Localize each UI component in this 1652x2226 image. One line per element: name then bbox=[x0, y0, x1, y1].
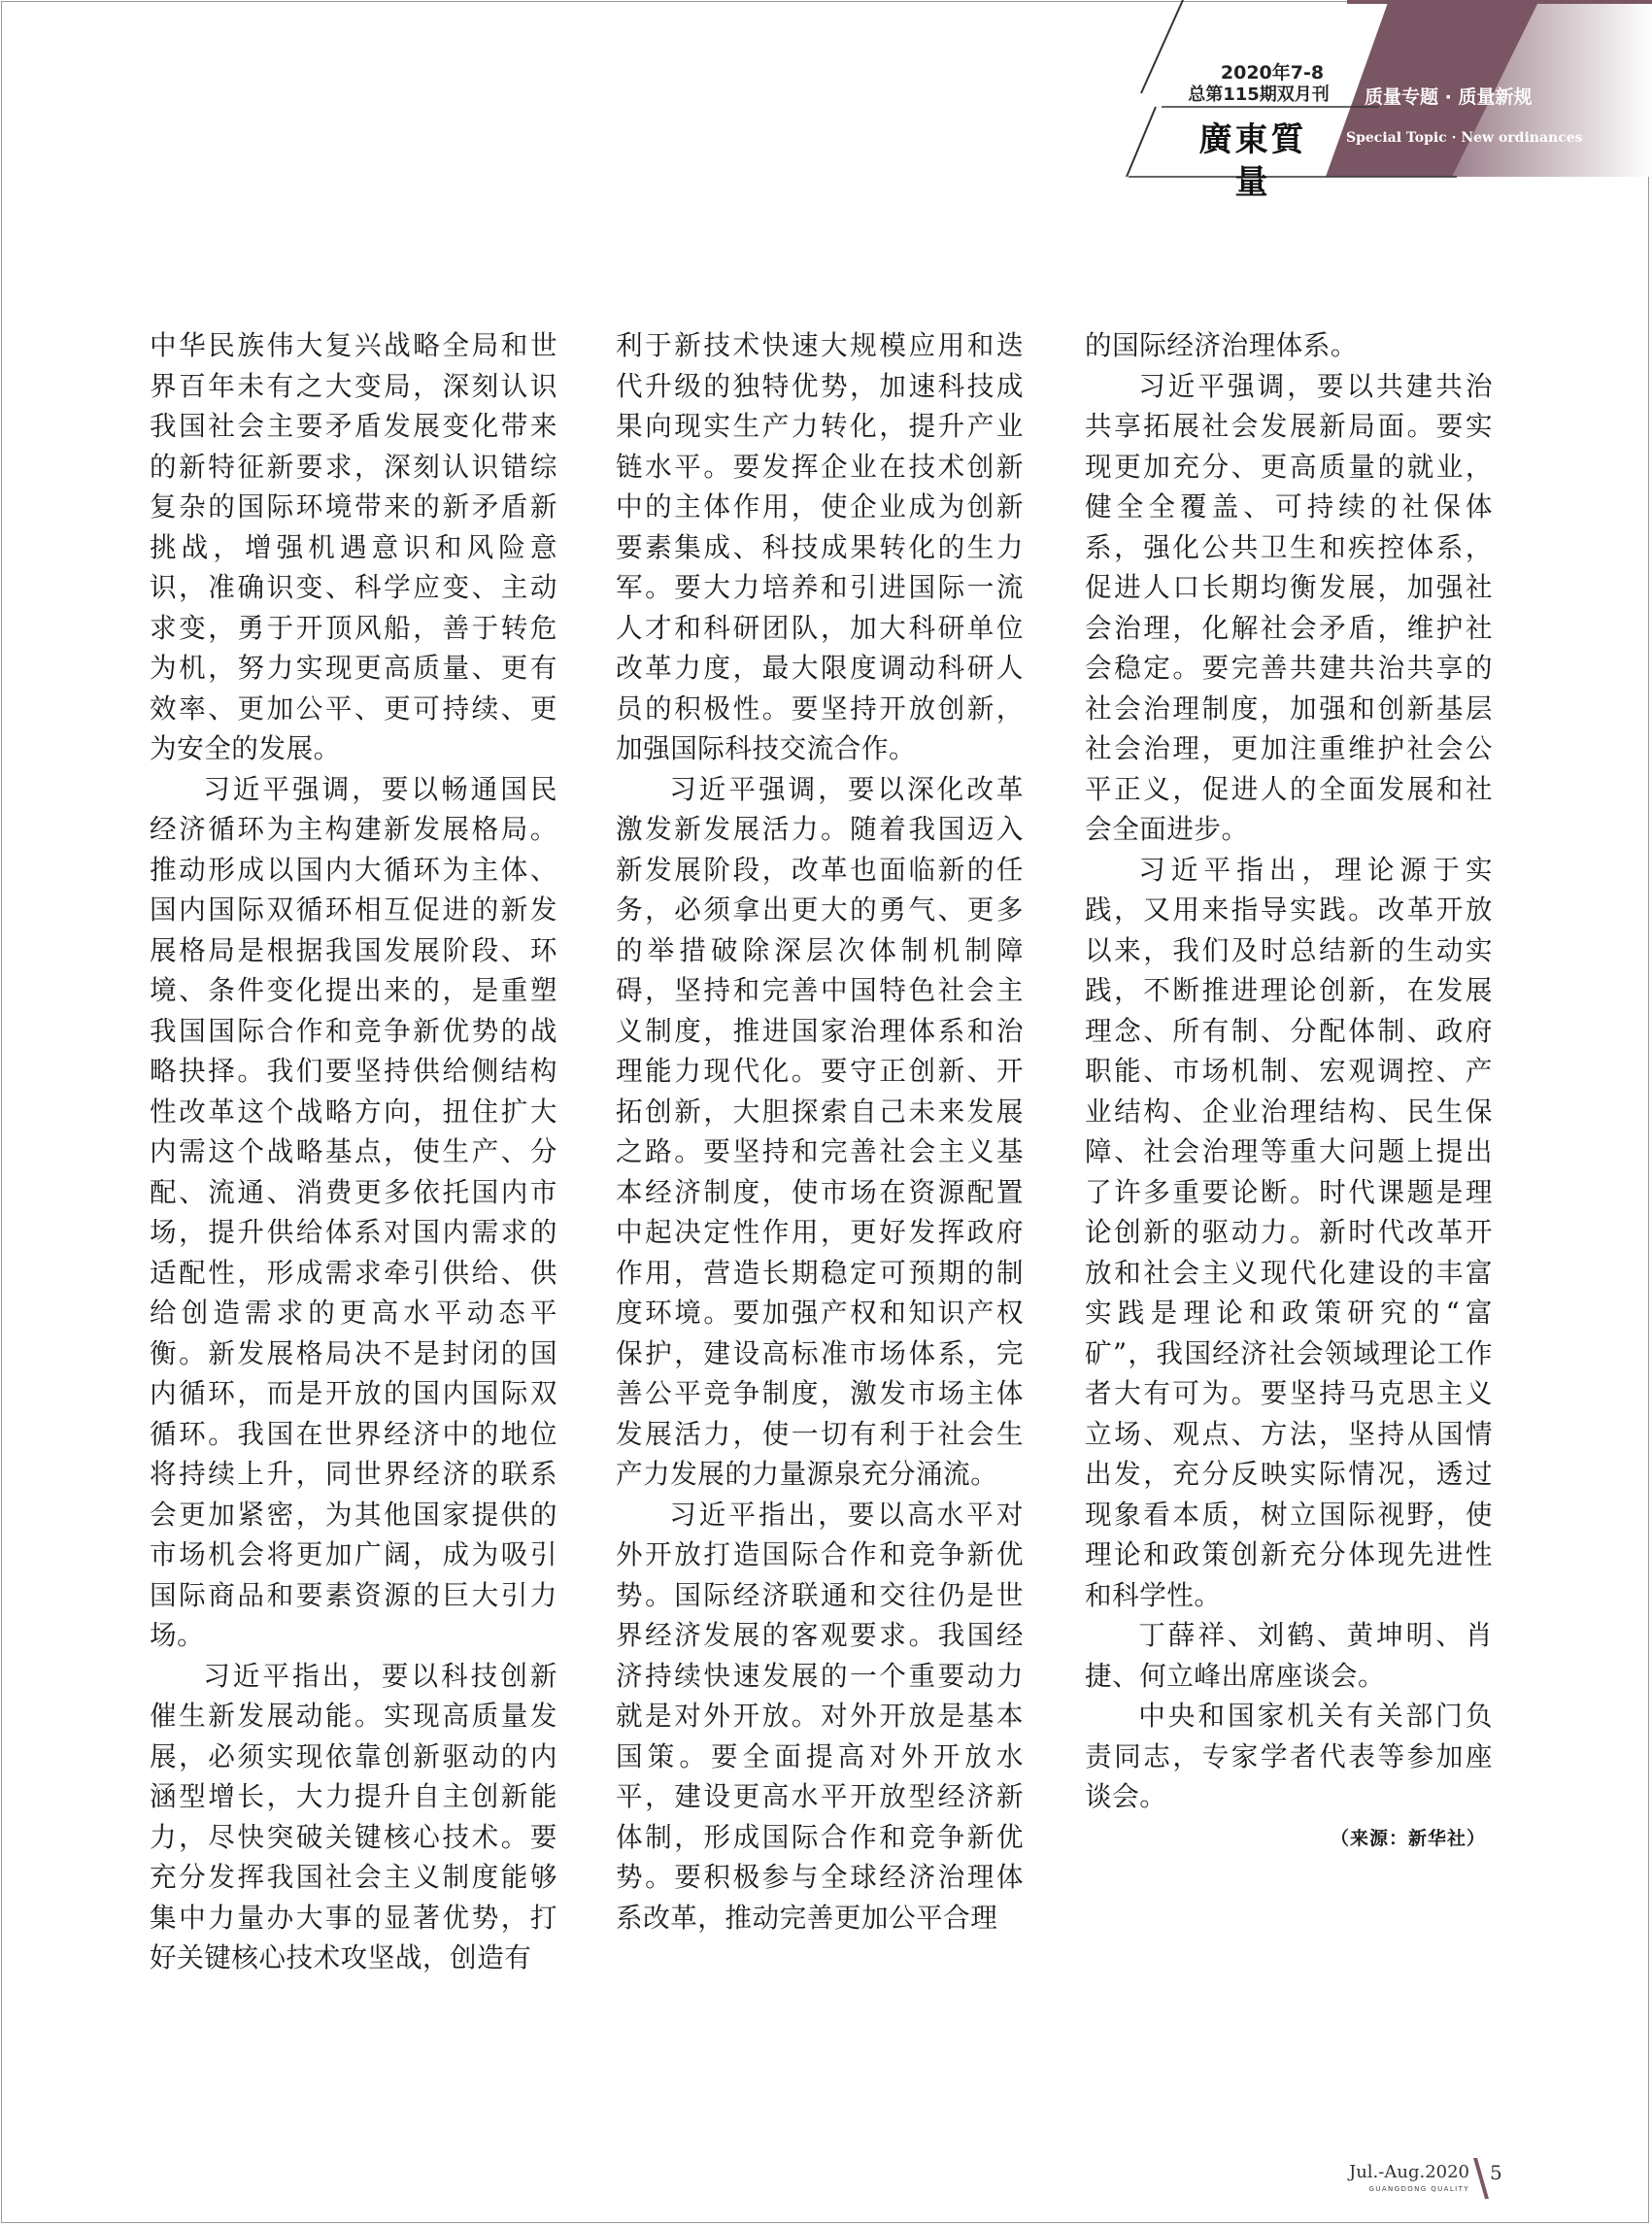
article-column-3 bbox=[1085, 325, 1493, 1817]
paragraph: 习近平强调，要以畅通国民经济循环为主构建新发展格局。推动形成以国内大循环为主体、国内国际双循环相互促进的新发展格局是根据我国发展阶段、环境、条件变化提出来的，是重塑我国国际合作和竞争新优势的战略抉择。我们要坚持供给侧结构性改革这个战略方向，扭住扩大内需这个战略基点，使生产、分配、流通、消费更多依托国内市场，提升供给体系对国内需求的适配性，形成需求牵引供给、供给创造需求的更高水平动态平衡。新发展格局决不是封闭的国内循环，而是开放的国内国际双循环。我国在世界经济中的地位将持续上升，同世界经济的联系会更加紧密，为其他国家提供的市场机会将更加广阔，成为吸引国际商品和要素资源的巨大引力场。 bbox=[150, 772, 557, 1651]
paragraph: 中华民族伟大复兴战略全局和世界百年未有之大变局，深刻认识我国社会主要矛盾发展变化带来的新特征新要求，深刻认识错综复杂的国际环境带来的新矛盾新挑战，增强机遇意识和风险意识，准确识变、科学应变、主动求变，勇于开顶风船，善于转危为机，努力实现更高质量、更有效率、更加公平、更可持续、更为安全的发展。 bbox=[150, 329, 557, 764]
section-title-en: Special Topic · New ordinances bbox=[1346, 130, 1583, 146]
paragraph: 利于新技术快速大规模应用和迭代升级的独特优势，加速科技成果向现实生产力转化，提升产业链水平。要发挥企业在技术创新中的主体作用，使企业成为创新要素集成、科技成果转化的生力军。要大力培养和引进国际一流人才和科研团队，加大科研单位改革力度，最大限度调动科研人员的积极性。要坚持开放创新，加强国际科技交流合作。 bbox=[616, 329, 1024, 764]
footer-date: Jul.-Aug.2020 bbox=[1348, 2162, 1469, 2182]
article-column-1 bbox=[150, 325, 557, 1978]
article-source: （来源：新华社） bbox=[1330, 1828, 1486, 1849]
section-title-cn: 质量专题 · 质量新规 bbox=[1365, 86, 1533, 108]
issue-date: 2020年7-8 bbox=[1220, 62, 1325, 84]
footer-publication: GUANGDONG QUALITY bbox=[1368, 2185, 1469, 2193]
article-column-2 bbox=[616, 325, 1024, 1938]
paragraph: 丁薛祥、刘鹤、黄坤明、肖捷、何立峰出席座谈会。 bbox=[1085, 1619, 1493, 1692]
masthead-logo: 廣東質量 bbox=[1198, 120, 1307, 202]
paragraph: 习近平强调，要以深化改革激发新发展活力。随着我国迈入新发展阶段，改革也面临新的任务，必须拿出更大的勇气、更多的举措破除深层次体制机制障碍，坚持和完善中国特色社会主义制度，推进国家治理体系和治理能力现代化。要守正创新、开拓创新，大胆探索自己未来发展之路。要坚持和完善社会主义基本经济制度，使市场在资源配置中起决定性作用，更好发挥政府作用，营造长期稳定可预期的制度环境。要加强产权和知识产权保护，建设高标准市场体系，完善公平竞争制度，激发市场主体发展活力，使一切有利于社会生产力发展的力量源泉充分涌流。 bbox=[616, 772, 1024, 1490]
page-number: 5 bbox=[1490, 2161, 1502, 2184]
paragraph: 中央和国家机关有关部门负责同志，专家学者代表等参加座谈会。 bbox=[1085, 1700, 1493, 1812]
paragraph: 习近平指出，要以高水平对外开放打造国际合作和竞争新优势。国际经济联通和交往仍是世界经济发展的客观要求。我国经济持续快速发展的一个重要动力就是对外开放。对外开放是基本国策。要全面提高对外开放水平，建设更高水平开放型经济新体制，形成国际合作和竞争新优势。要积极参与全球经济治理体系改革，推动完善更加公平合理 bbox=[616, 1498, 1024, 1934]
header-slant-rule-lower bbox=[1127, 107, 1156, 177]
header-band-top bbox=[1347, 0, 1652, 4]
issue-number: 总第115期双月刊 bbox=[1188, 84, 1330, 105]
paragraph: 习近平指出，理论源于实践，又用来指导实践。改革开放以来，我们及时总结新的生动实践，不断推进理论创新，在发展理念、所有制、分配体制、政府职能、市场机制、宏观调控、产业结构、企业治理结构、民生保障、社会治理等重大问题上提出了许多重要论断。时代课题是理论创新的驱动力。新时代改革开放和社会主义现代化建设的丰富实践是理论和政策研究的“富矿”，我国经济社会领域理论工作者大有可为。要坚持马克思主义立场、观点、方法，坚持从国情出发，充分反映实际情况，透过现象看本质，树立国际视野，使理论和政策创新充分体现先进性和科学性。 bbox=[1085, 853, 1493, 1611]
footer-slash-icon bbox=[1471, 2156, 1491, 2201]
header-slant-rule bbox=[1141, 0, 1183, 93]
paragraph: 习近平指出，要以科技创新催生新发展动能。实现高质量发展，必须实现依靠创新驱动的内涵型增长，大力提升自主创新能力，尽快突破关键核心技术。要充分发挥我国社会主义制度能够集中力量办大事的显著优势，打好关键核心技术攻坚战，创造有 bbox=[150, 1659, 557, 1973]
paragraph: 的国际经济治理体系。 bbox=[1085, 329, 1358, 361]
paragraph: 习近平强调，要以共建共治共享拓展社会发展新局面。要实现更加充分、更高质量的就业，健全全覆盖、可持续的社保体系，强化公共卫生和疾控体系，促进人口长期均衡发展，加强社会治理，化解社会矛盾，维护社会稳定。要完善共建共治共享的社会治理制度，加强和创新基层社会治理，更加注重维护社会公平正义，促进人的全面发展和社会全面进步。 bbox=[1085, 369, 1493, 845]
